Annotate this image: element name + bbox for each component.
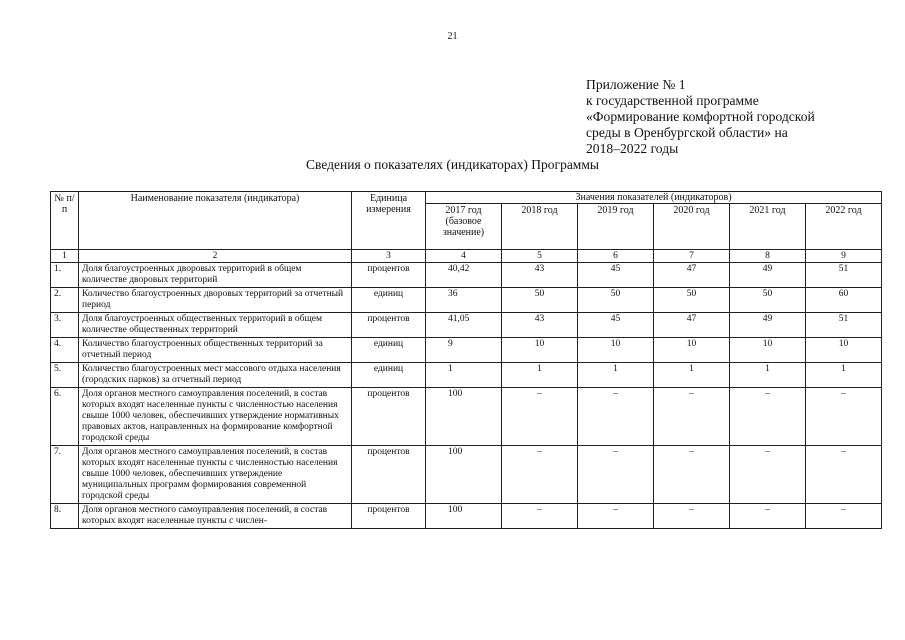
value-cell: 40,42	[426, 263, 502, 288]
appendix-line: среды в Оренбургской области» на	[586, 125, 788, 140]
appendix-line: Приложение № 1	[586, 77, 686, 92]
table-row	[51, 313, 882, 338]
row-number: 2.	[51, 288, 79, 313]
column-number: 2	[79, 250, 352, 263]
value-cell: 1	[654, 363, 730, 388]
column-number: 5	[502, 250, 578, 263]
value-cell: –	[806, 504, 882, 529]
row-number: 4.	[51, 338, 79, 363]
value-cell: –	[578, 446, 654, 504]
column-number: 1	[51, 250, 79, 263]
table-row	[51, 446, 882, 504]
header-values-group: Значения показателей (индикаторов)	[426, 192, 882, 204]
column-number: 7	[654, 250, 730, 263]
appendix-block	[586, 77, 815, 157]
column-number: 4	[426, 250, 502, 263]
unit-cell: процентов	[352, 446, 426, 504]
unit-cell: процентов	[352, 504, 426, 529]
indicator-name: Доля благоустроенных дворовых территорий в общем количестве дворовых территорий	[79, 263, 352, 288]
value-cell: 1	[426, 363, 502, 388]
table-row	[51, 363, 882, 388]
indicator-name: Доля органов местного самоуправления поселений, в состав которых входят населенные пункты с численностью населения свыше 1000 человек, обеспечивших утверждение нормативных правовых актов, направленных на формирование комфортной городской среды	[79, 388, 352, 446]
appendix-line: «Формирование комфортной городской	[586, 109, 815, 124]
value-cell: 10	[654, 338, 730, 363]
indicator-name: Количество благоустроенных мест массового отдыха населения (городских парков) за отчетный период	[79, 363, 352, 388]
unit-cell: процентов	[352, 388, 426, 446]
indicators-table	[50, 191, 882, 529]
value-cell: 43	[502, 263, 578, 288]
row-number: 6.	[51, 388, 79, 446]
value-cell: 1	[730, 363, 806, 388]
table-row	[51, 263, 882, 288]
value-cell: 51	[806, 313, 882, 338]
value-cell: 50	[654, 288, 730, 313]
value-cell: 9	[426, 338, 502, 363]
value-cell: –	[502, 504, 578, 529]
unit-cell: процентов	[352, 313, 426, 338]
header-unit: Единица измерения	[352, 192, 426, 250]
value-cell: 10	[578, 338, 654, 363]
value-cell: 45	[578, 263, 654, 288]
column-number: 3	[352, 250, 426, 263]
column-number: 9	[806, 250, 882, 263]
unit-cell: единиц	[352, 288, 426, 313]
column-number: 6	[578, 250, 654, 263]
value-cell: 51	[806, 263, 882, 288]
value-cell: –	[578, 388, 654, 446]
value-cell: 49	[730, 263, 806, 288]
value-cell: –	[502, 388, 578, 446]
value-cell: –	[806, 388, 882, 446]
value-cell: –	[654, 504, 730, 529]
unit-cell: процентов	[352, 263, 426, 288]
header-row	[51, 192, 882, 204]
value-cell: –	[730, 388, 806, 446]
column-number-row	[51, 250, 882, 263]
indicator-name: Доля органов местного самоуправления поселений, в состав которых входят населенные пункты с численностью населения свыше 1000 человек, обеспечивших утверждение муниципальных программ формирования современной городской среды	[79, 446, 352, 504]
indicator-name: Количество благоустроенных дворовых территорий за отчетный период	[79, 288, 352, 313]
value-cell: 10	[502, 338, 578, 363]
header-name: Наименование показателя (индикатора)	[79, 192, 352, 250]
header-num: № п/п	[51, 192, 79, 250]
appendix-line: к государственной программе	[586, 93, 759, 108]
value-cell: –	[654, 446, 730, 504]
value-cell: 10	[730, 338, 806, 363]
indicator-name: Доля благоустроенных общественных территорий в общем количестве общественных территорий	[79, 313, 352, 338]
value-cell: –	[578, 504, 654, 529]
value-cell: 100	[426, 446, 502, 504]
page-number: 21	[447, 31, 458, 42]
unit-cell: единиц	[352, 363, 426, 388]
value-cell: 1	[806, 363, 882, 388]
table-row	[51, 388, 882, 446]
header-year: 2022 год	[806, 204, 882, 250]
value-cell: –	[806, 446, 882, 504]
value-cell: 36	[426, 288, 502, 313]
value-cell: 1	[502, 363, 578, 388]
unit-cell: единиц	[352, 338, 426, 363]
header-year: 2020 год	[654, 204, 730, 250]
value-cell: 50	[502, 288, 578, 313]
value-cell: 41,05	[426, 313, 502, 338]
table-row	[51, 338, 882, 363]
table-row	[51, 288, 882, 313]
row-number: 5.	[51, 363, 79, 388]
document-title: Сведения о показателях (индикаторах) Программы	[306, 157, 599, 172]
value-cell: 47	[654, 263, 730, 288]
row-number: 3.	[51, 313, 79, 338]
value-cell: –	[730, 504, 806, 529]
row-number: 1.	[51, 263, 79, 288]
value-cell: –	[654, 388, 730, 446]
row-number: 7.	[51, 446, 79, 504]
header-year: 2021 год	[730, 204, 806, 250]
value-cell: –	[730, 446, 806, 504]
header-year: 2018 год	[502, 204, 578, 250]
value-cell: 1	[578, 363, 654, 388]
value-cell: 50	[578, 288, 654, 313]
value-cell: 45	[578, 313, 654, 338]
value-cell: 49	[730, 313, 806, 338]
value-cell: 50	[730, 288, 806, 313]
value-cell: 10	[806, 338, 882, 363]
header-year: 2017 год (базовое значение)	[426, 204, 502, 250]
value-cell: 43	[502, 313, 578, 338]
value-cell: 47	[654, 313, 730, 338]
appendix-line: 2018–2022 годы	[586, 141, 679, 156]
column-number: 8	[730, 250, 806, 263]
header-year: 2019 год	[578, 204, 654, 250]
value-cell: 60	[806, 288, 882, 313]
indicator-name: Количество благоустроенных общественных территорий за отчетный период	[79, 338, 352, 363]
row-number: 8.	[51, 504, 79, 529]
value-cell: 100	[426, 504, 502, 529]
value-cell: –	[502, 446, 578, 504]
table-row	[51, 504, 882, 529]
indicator-name: Доля органов местного самоуправления поселений, в состав которых входят населенные пункты с числен-	[79, 504, 352, 529]
value-cell: 100	[426, 388, 502, 446]
